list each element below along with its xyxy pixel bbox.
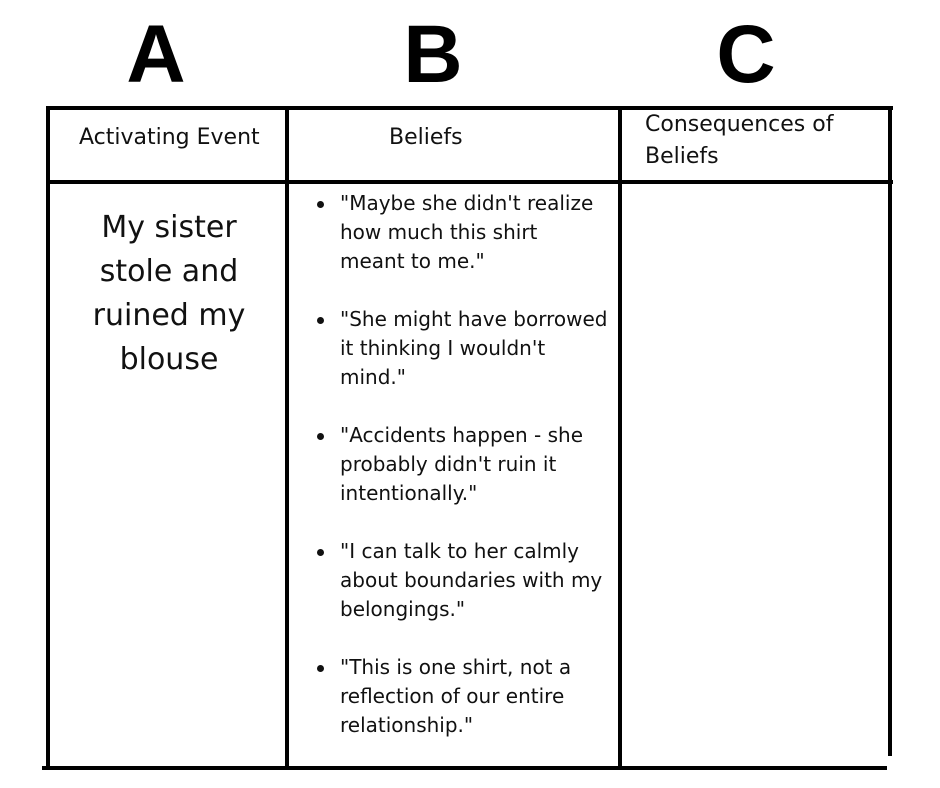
table-right-border [888,106,892,756]
belief-item [298,653,608,740]
table-header-divider [48,180,893,184]
header-activating-event: Activating Event [79,125,260,150]
belief-item [298,305,608,392]
beliefs-list [298,189,608,769]
belief-item [298,537,608,624]
bullet-icon [317,665,324,672]
table-column-divider-ab [285,106,289,768]
bullet-icon [317,317,324,324]
belief-text: "Maybe she didn't realize how much this shirt meant to me." [340,191,594,273]
belief-item [298,189,608,276]
belief-text: "Accidents happen - she probably didn't ruin it intentionally." [340,423,584,505]
table-column-divider-bc [618,106,622,768]
bullet-icon [317,433,324,440]
activating-event-text: My sister stole and ruined my blouse [92,210,246,377]
header-beliefs: Beliefs [389,125,463,150]
belief-text: "I can talk to her calmly about boundaries with my belongings." [340,539,603,621]
belief-text: "This is one shirt, not a reflection of our entire relationship." [340,655,572,737]
table-left-border [46,106,50,768]
column-letter-b: B [403,9,463,100]
bullet-icon [317,201,324,208]
bullet-icon [317,549,324,556]
column-letter-c: C [716,9,776,100]
belief-item [298,421,608,508]
column-letter-a: A [126,9,186,100]
belief-text: "She might have borrowed it thinking I wouldn't mind." [340,307,608,389]
header-consequences: Consequences of Beliefs [645,112,834,169]
